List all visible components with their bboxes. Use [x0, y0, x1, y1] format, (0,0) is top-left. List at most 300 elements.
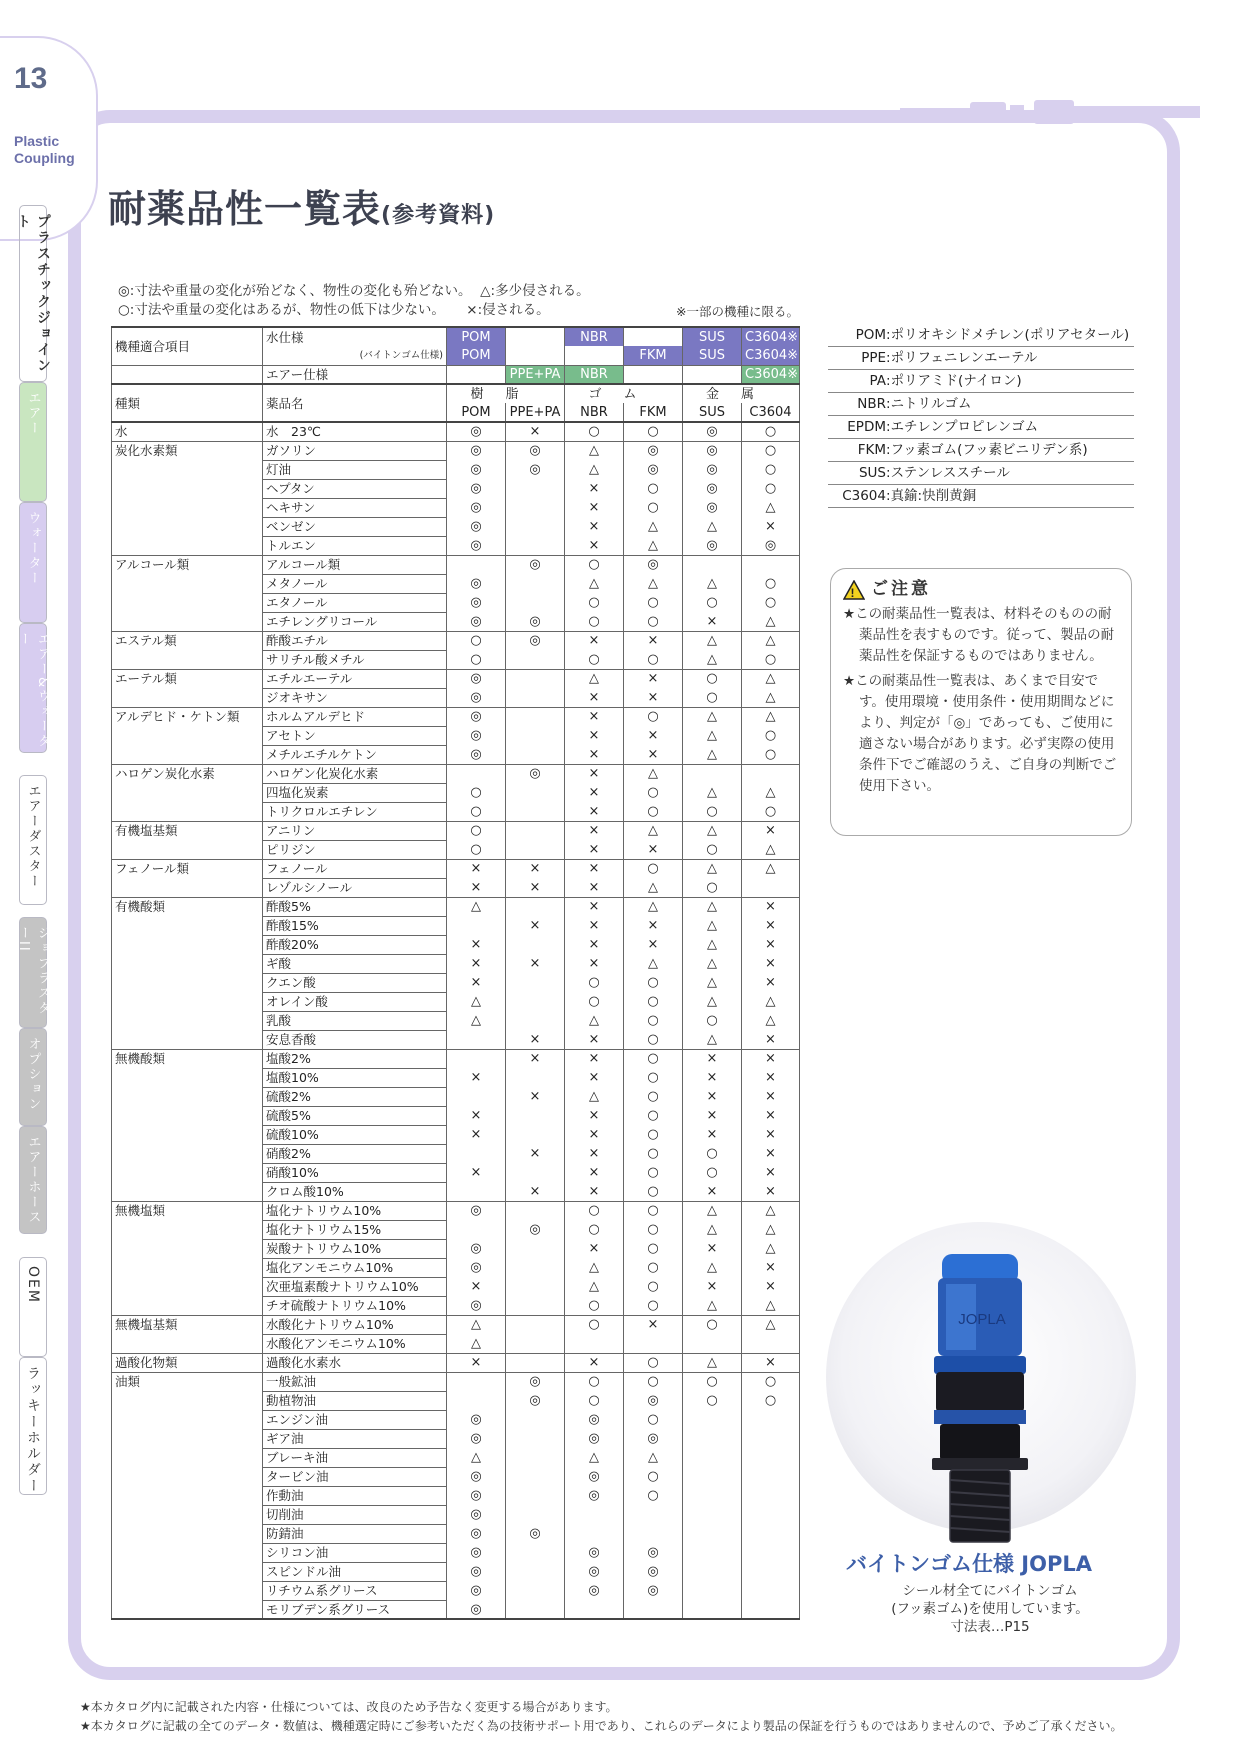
- chemical-category: [112, 1277, 263, 1296]
- rating-cell: ×: [506, 1049, 565, 1068]
- title-suffix: (参考資料): [381, 203, 496, 228]
- rating-cell: △: [447, 897, 506, 916]
- chemical-category: エステル類: [112, 631, 263, 650]
- chemical-name: 乳酸: [263, 1011, 447, 1030]
- abbreviation-item: PA:ポリアミド(ナイロン): [828, 370, 1134, 393]
- chemical-category: 無機塩類: [112, 1201, 263, 1220]
- rating-cell: △: [624, 1448, 683, 1467]
- chemical-category: [112, 574, 263, 593]
- chemical-category: [112, 1182, 263, 1201]
- note-some-models: ※一部の機種に限る。: [676, 304, 799, 319]
- rating-cell: △: [447, 1334, 506, 1353]
- rating-cell: ○: [624, 1410, 683, 1429]
- viton-spec-mat: FKM: [624, 346, 683, 365]
- rating-cell: ◎: [447, 1296, 506, 1315]
- rating-cell: ○: [565, 1296, 624, 1315]
- chemical-name: 硫酸2%: [263, 1087, 447, 1106]
- rating-cell: ◎: [565, 1486, 624, 1505]
- chemical-category: [112, 973, 263, 992]
- rating-cell: ○: [447, 821, 506, 840]
- rating-cell: [447, 1372, 506, 1391]
- rating-cell: ○: [683, 802, 742, 821]
- rating-cell: ○: [624, 1372, 683, 1391]
- chemical-name: メタノール: [263, 574, 447, 593]
- abbreviation-desc: 真鍮:快削黄銅: [890, 488, 977, 504]
- table-row: [112, 536, 800, 555]
- rating-cell: ×: [565, 954, 624, 973]
- rating-cell: [447, 1049, 506, 1068]
- chemical-name: 水 23℃: [263, 422, 447, 441]
- table-row: [112, 764, 800, 783]
- rating-cell: ○: [565, 593, 624, 612]
- rating-cell: [683, 1600, 742, 1619]
- page-title: [108, 178, 495, 233]
- rating-cell: △: [683, 517, 742, 536]
- chemical-category: [112, 1410, 263, 1429]
- rating-cell: ×: [742, 1258, 800, 1277]
- water-spec-mat: [624, 327, 683, 346]
- rating-cell: ○: [565, 1201, 624, 1220]
- table-row: [112, 1486, 800, 1505]
- rating-cell: ○: [624, 1220, 683, 1239]
- side-tab-lucky-holder[interactable]: ラッキーホルダー: [19, 1357, 47, 1495]
- page-number: 13: [14, 62, 48, 95]
- rating-cell: △: [683, 1296, 742, 1315]
- rating-cell: [683, 1562, 742, 1581]
- rating-cell: ◎: [624, 1581, 683, 1600]
- table-row: [112, 1315, 800, 1334]
- table-row: [112, 1353, 800, 1372]
- rating-cell: [447, 1182, 506, 1201]
- chemical-name: ジオキサン: [263, 688, 447, 707]
- rating-cell: ×: [447, 1163, 506, 1182]
- rating-cell: △: [447, 1448, 506, 1467]
- chemical-category: [112, 783, 263, 802]
- rating-cell: ○: [624, 612, 683, 631]
- table-row: [112, 726, 800, 745]
- rating-cell: ○: [624, 422, 683, 441]
- rating-cell: ○: [742, 1391, 800, 1410]
- rating-cell: ○: [624, 1030, 683, 1049]
- chemical-name: 塩酸2%: [263, 1049, 447, 1068]
- product-desc-line2: (フッ素ゴム)を使用しています。: [891, 1601, 1089, 1617]
- chemical-name: 四塩化炭素: [263, 783, 447, 802]
- chemical-name: 安息香酸: [263, 1030, 447, 1049]
- rating-cell: ×: [565, 707, 624, 726]
- rating-cell: ◎: [447, 1201, 506, 1220]
- rating-cell: ◎: [447, 1581, 506, 1600]
- rating-cell: ○: [742, 479, 800, 498]
- chemical-category: 炭化水素類: [112, 441, 263, 460]
- side-tab-joplaster[interactable]: ジョプラスターII: [19, 917, 47, 1028]
- rating-cell: ○: [742, 650, 800, 669]
- rating-cell: ×: [565, 726, 624, 745]
- rating-cell: △: [565, 460, 624, 479]
- side-tab-air-water[interactable]: エアー&ウォーター: [19, 623, 47, 753]
- rating-cell: △: [683, 859, 742, 878]
- rating-cell: ○: [624, 1201, 683, 1220]
- rating-cell: ◎: [624, 441, 683, 460]
- rating-cell: ◎: [447, 1258, 506, 1277]
- chemical-category: [112, 935, 263, 954]
- rating-cell: [506, 669, 565, 688]
- rating-cell: △: [742, 859, 800, 878]
- rating-cell: ○: [624, 1467, 683, 1486]
- category-label-line2: Coupling: [14, 150, 75, 166]
- rating-cell: △: [683, 574, 742, 593]
- chemical-category: 無機酸類: [112, 1049, 263, 1068]
- rating-cell: ×: [624, 916, 683, 935]
- rating-cell: [506, 1467, 565, 1486]
- rating-cell: ○: [624, 1239, 683, 1258]
- table-row: [112, 821, 800, 840]
- chemical-category: 過酸化物類: [112, 1353, 263, 1372]
- rating-cell: ○: [683, 669, 742, 688]
- rating-cell: [506, 1505, 565, 1524]
- rating-cell: △: [742, 669, 800, 688]
- chemical-category: [112, 954, 263, 973]
- table-row: [112, 916, 800, 935]
- abbreviation-code: NBR: [857, 396, 886, 412]
- rating-cell: ◎: [565, 1429, 624, 1448]
- rating-cell: ○: [624, 650, 683, 669]
- table-row: [112, 555, 800, 574]
- rating-cell: △: [624, 764, 683, 783]
- rating-cell: [447, 1220, 506, 1239]
- rating-cell: ×: [683, 612, 742, 631]
- rating-cell: △: [624, 821, 683, 840]
- rating-cell: ○: [742, 422, 800, 441]
- rating-cell: ○: [624, 1125, 683, 1144]
- rating-cell: ◎: [447, 726, 506, 745]
- water-spec-mat: [506, 327, 565, 346]
- rating-cell: ◎: [447, 479, 506, 498]
- rating-cell: ◎: [447, 1429, 506, 1448]
- rating-cell: ○: [683, 1011, 742, 1030]
- rating-cell: [506, 1277, 565, 1296]
- rating-cell: ○: [742, 574, 800, 593]
- rating-cell: [683, 1334, 742, 1353]
- side-tab-oem[interactable]: OEM: [19, 1257, 47, 1357]
- rating-cell: △: [565, 1277, 624, 1296]
- rating-cell: ×: [565, 1049, 624, 1068]
- footer-notes: [80, 1698, 1123, 1736]
- table-row: [112, 650, 800, 669]
- chemical-name: 水酸化アンモニウム10%: [263, 1334, 447, 1353]
- rating-cell: △: [683, 707, 742, 726]
- table-row: [112, 992, 800, 1011]
- abbreviation-desc: フッ素ゴム(フッ素ビニリデン系): [890, 442, 1088, 458]
- rating-cell: △: [683, 1353, 742, 1372]
- rating-cell: [506, 1410, 565, 1429]
- column-header: C3604: [742, 403, 800, 422]
- rating-cell: ○: [742, 726, 800, 745]
- rating-cell: ○: [624, 1011, 683, 1030]
- chemical-category: [112, 1391, 263, 1410]
- chemical-category: フェノール類: [112, 859, 263, 878]
- table-row: [112, 1277, 800, 1296]
- rating-cell: ×: [506, 1144, 565, 1163]
- rating-cell: ◎: [447, 517, 506, 536]
- rating-cell: ×: [565, 840, 624, 859]
- rating-cell: ○: [683, 593, 742, 612]
- rating-cell: [447, 1087, 506, 1106]
- footer-note-1: ★本カタログ内に記載された内容・仕様については、改良のため予告なく変更する場合があります。: [80, 1700, 618, 1714]
- table-row: [112, 1524, 800, 1543]
- rating-cell: △: [565, 1011, 624, 1030]
- chemical-category: エーテル類: [112, 669, 263, 688]
- product-title: バイトンゴム仕様 JOPLA: [846, 1552, 1093, 1576]
- warning-icon: [843, 580, 865, 600]
- rating-cell: ×: [742, 1182, 800, 1201]
- table-row: [112, 973, 800, 992]
- rating-cell: [742, 1410, 800, 1429]
- water-spec-mat: C3604※: [742, 327, 800, 346]
- rating-cell: ◎: [506, 631, 565, 650]
- side-tab-water[interactable]: ウォーター: [19, 502, 47, 623]
- rating-cell: ×: [742, 1125, 800, 1144]
- chemical-name: クロム酸10%: [263, 1182, 447, 1201]
- chemical-name: ハロゲン化炭化水素: [263, 764, 447, 783]
- rating-cell: ×: [742, 1277, 800, 1296]
- model-items-label: 機種適合項目: [112, 327, 263, 365]
- rating-cell: ×: [742, 517, 800, 536]
- rating-cell: ○: [624, 1486, 683, 1505]
- chemical-name: 炭酸ナトリウム10%: [263, 1239, 447, 1258]
- rating-cell: ○: [624, 1163, 683, 1182]
- rating-cell: △: [565, 1258, 624, 1277]
- rating-cell: [506, 1068, 565, 1087]
- chemical-category: [112, 1163, 263, 1182]
- rating-cell: ×: [565, 1239, 624, 1258]
- rating-cell: ×: [506, 954, 565, 973]
- chemical-name: ピリジン: [263, 840, 447, 859]
- chemical-name: ガソリン: [263, 441, 447, 460]
- rating-cell: [565, 1334, 624, 1353]
- chemical-name: 動植物油: [263, 1391, 447, 1410]
- chemical-category: [112, 479, 263, 498]
- rating-cell: [506, 992, 565, 1011]
- rating-cell: ×: [742, 916, 800, 935]
- chemical-category: [112, 1543, 263, 1562]
- rating-cell: △: [742, 992, 800, 1011]
- rating-cell: ◎: [447, 1562, 506, 1581]
- rating-cell: ×: [624, 726, 683, 745]
- chemical-name: 切削油: [263, 1505, 447, 1524]
- rating-cell: ×: [565, 536, 624, 555]
- rating-cell: [506, 707, 565, 726]
- chemical-category: アルコール類: [112, 555, 263, 574]
- rating-cell: ○: [624, 1277, 683, 1296]
- rating-cell: ×: [506, 859, 565, 878]
- chemical-name: スピンドル油: [263, 1562, 447, 1581]
- caution-paragraph-2: ★この耐薬品性一覧表は、あくまで目安です。使用環境・使用条件・使用期間などにより、判定が「◎」であっても、ご使用に適さない場合があります。必ず実際の使用条件下でご確認のうえ、ご自身の判断でご使用下さい。: [843, 673, 1117, 794]
- chemical-category: [112, 1239, 263, 1258]
- rating-cell: [506, 745, 565, 764]
- rating-cell: [683, 555, 742, 574]
- rating-cell: [506, 897, 565, 916]
- rating-cell: ◎: [447, 1486, 506, 1505]
- rating-cell: [506, 650, 565, 669]
- rating-cell: ◎: [447, 688, 506, 707]
- rating-cell: ○: [683, 1372, 742, 1391]
- rating-cell: ×: [565, 688, 624, 707]
- chemical-category: [112, 612, 263, 631]
- abbreviation-item: SUS:ステンレススチール: [828, 462, 1134, 485]
- rating-cell: △: [447, 992, 506, 1011]
- rating-cell: ×: [742, 1144, 800, 1163]
- table-row: [112, 1429, 800, 1448]
- rating-cell: [506, 1448, 565, 1467]
- table-row: [112, 878, 800, 897]
- rating-cell: ○: [624, 1106, 683, 1125]
- rating-cell: ○: [624, 1068, 683, 1087]
- rating-cell: ◎: [447, 1239, 506, 1258]
- rating-cell: △: [742, 1296, 800, 1315]
- rating-cell: ○: [624, 973, 683, 992]
- chemical-category: [112, 1011, 263, 1030]
- chemical-category: [112, 460, 263, 479]
- rating-cell: ×: [565, 1030, 624, 1049]
- rating-cell: [506, 783, 565, 802]
- rating-cell: [683, 1410, 742, 1429]
- table-row: [112, 1011, 800, 1030]
- rating-cell: ◎: [624, 1429, 683, 1448]
- rating-cell: [506, 574, 565, 593]
- rating-cell: ○: [683, 840, 742, 859]
- rating-cell: ◎: [624, 1562, 683, 1581]
- rating-cell: ×: [624, 745, 683, 764]
- chemical-name: フェノール: [263, 859, 447, 878]
- rating-cell: [506, 536, 565, 555]
- viton-spec-label: (バイトンゴム仕様): [263, 346, 447, 365]
- rating-cell: ×: [506, 1182, 565, 1201]
- table-row: [112, 859, 800, 878]
- chemical-name: 作動油: [263, 1486, 447, 1505]
- rating-cell: [683, 1543, 742, 1562]
- rating-cell: △: [683, 935, 742, 954]
- side-tab-air-duster[interactable]: エアーダスター: [19, 775, 47, 905]
- chemical-name: クエン酸: [263, 973, 447, 992]
- side-tab-air[interactable]: エアー: [19, 382, 47, 502]
- rating-cell: △: [624, 954, 683, 973]
- table-row: [112, 498, 800, 517]
- rating-cell: ○: [565, 555, 624, 574]
- table-row: [112, 441, 800, 460]
- viton-spec-mat: C3604※: [742, 346, 800, 365]
- chemical-name: 過酸化水素水: [263, 1353, 447, 1372]
- rating-cell: ×: [683, 1239, 742, 1258]
- column-header: PPE+PA: [506, 403, 565, 422]
- rating-cell: △: [565, 441, 624, 460]
- side-tab-plastic-joint[interactable]: プラスチックジョイント: [19, 205, 47, 382]
- water-spec-mat: NBR: [565, 327, 624, 346]
- table-row: [112, 1106, 800, 1125]
- product-desc-line3: 寸法表…P15: [950, 1619, 1030, 1635]
- column-header: FKM: [624, 403, 683, 422]
- rating-cell: △: [742, 612, 800, 631]
- table-row: [112, 1467, 800, 1486]
- chemical-category: [112, 498, 263, 517]
- rating-cell: [506, 688, 565, 707]
- rating-cell: ◎: [506, 441, 565, 460]
- rating-cell: ◎: [447, 460, 506, 479]
- side-tab-option[interactable]: オプション: [19, 1028, 47, 1126]
- rating-cell: ×: [565, 1353, 624, 1372]
- table-row: [112, 1049, 800, 1068]
- side-tab-air-hose[interactable]: エアーホース: [19, 1126, 47, 1234]
- chemical-category: [112, 593, 263, 612]
- rating-cell: [447, 1030, 506, 1049]
- chemical-name: 防錆油: [263, 1524, 447, 1543]
- chemical-name: 次亜塩素酸ナトリウム10%: [263, 1277, 447, 1296]
- rating-cell: ×: [565, 821, 624, 840]
- air-spec-mat: [683, 365, 742, 384]
- chemical-name: ギ酸: [263, 954, 447, 973]
- table-row: [112, 1581, 800, 1600]
- chemical-name: アルコール類: [263, 555, 447, 574]
- chemical-name: アセトン: [263, 726, 447, 745]
- rating-cell: [742, 764, 800, 783]
- rating-cell: ×: [447, 954, 506, 973]
- column-header: SUS: [683, 403, 742, 422]
- rating-cell: ×: [742, 1049, 800, 1068]
- air-spec-mat: NBR: [565, 365, 624, 384]
- rating-cell: △: [683, 745, 742, 764]
- rating-cell: ◎: [565, 1543, 624, 1562]
- chemical-category: [112, 1296, 263, 1315]
- table-row: [112, 707, 800, 726]
- rating-cell: ○: [742, 745, 800, 764]
- rating-cell: [683, 764, 742, 783]
- chemical-name: ヘプタン: [263, 479, 447, 498]
- abbreviation-item: EPDM:エチレンプロピレンゴム: [828, 416, 1134, 439]
- rating-cell: △: [742, 688, 800, 707]
- rating-cell: △: [683, 726, 742, 745]
- rating-cell: ○: [624, 1258, 683, 1277]
- rating-cell: ○: [565, 1372, 624, 1391]
- rating-cell: [506, 1106, 565, 1125]
- abbreviation-item: C3604:真鍮:快削黄銅: [828, 485, 1134, 508]
- caution-paragraph-1: ★この耐薬品性一覧表は、材料そのものの耐薬品性を表すものです。従って、製品の耐薬品性を保証するものではありません。: [843, 606, 1115, 664]
- rating-cell: ◎: [506, 612, 565, 631]
- rating-cell: [506, 1163, 565, 1182]
- rating-cell: ×: [565, 935, 624, 954]
- chemical-name: エンジン油: [263, 1410, 447, 1429]
- chemical-category: [112, 1600, 263, 1619]
- rating-cell: ◎: [447, 536, 506, 555]
- rating-cell: [506, 1125, 565, 1144]
- chemical-category: [112, 878, 263, 897]
- rating-cell: △: [742, 1220, 800, 1239]
- rating-cell: △: [683, 916, 742, 935]
- rating-cell: ○: [565, 992, 624, 1011]
- rating-cell: [742, 878, 800, 897]
- rating-cell: [506, 1239, 565, 1258]
- air-spec-mat: [447, 365, 506, 384]
- rating-cell: [506, 1486, 565, 1505]
- rating-cell: ×: [683, 1049, 742, 1068]
- rating-cell: [506, 1011, 565, 1030]
- rating-cell: ×: [624, 631, 683, 650]
- abbreviation-item: POM:ポリオキシドメチレン(ポリアセタール): [828, 324, 1134, 347]
- table-row: [112, 1068, 800, 1087]
- abbreviation-code: SUS: [858, 465, 886, 481]
- air-spec-mat: [624, 365, 683, 384]
- rating-cell: ◎: [683, 422, 742, 441]
- rating-cell: [742, 1581, 800, 1600]
- rating-cell: ×: [565, 498, 624, 517]
